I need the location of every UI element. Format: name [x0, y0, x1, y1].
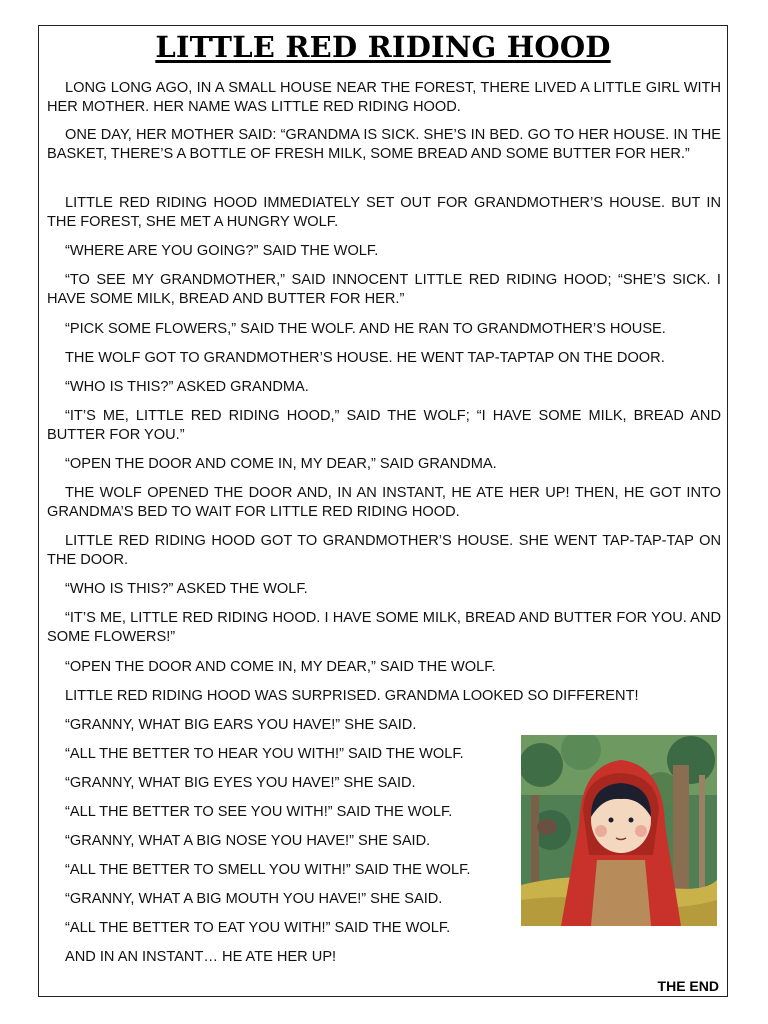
page-title: LITTLE RED RIDING HOOD: [155, 30, 611, 64]
paragraph: “PICK SOME FLOWERS,” SAID THE WOLF. AND HE RAN TO GRANDMOTHER’S HOUSE.: [65, 321, 666, 337]
paragraph: “ALL THE BETTER TO EAT YOU WITH!” SAID THE WOLF.: [65, 920, 451, 936]
paragraph: “GRANNY, WHAT A BIG MOUTH YOU HAVE!” SHE SAID.: [65, 891, 443, 907]
worksheet-frame: [38, 25, 728, 997]
paragraph: “GRANNY, WHAT BIG EYES YOU HAVE!” SHE SAID.: [65, 775, 416, 791]
paragraph: “IT’S ME, LITTLE RED RIDING HOOD. I HAVE SOME MILK, BREAD AND BUTTER FOR YOU. AND SOME FLOWERS!”: [47, 610, 721, 645]
paragraph: THE WOLF OPENED THE DOOR AND, IN AN INSTANT, HE ATE HER UP! THEN, HE GOT INTO GRANDMA’S BED TO WAIT FOR LITTLE RED RIDING HOOD.: [47, 485, 721, 520]
little-red-riding-hood-illustration: [521, 735, 717, 926]
paragraph: “OPEN THE DOOR AND COME IN, MY DEAR,” SAID GRANDMA.: [65, 456, 497, 472]
paragraph: LITTLE RED RIDING HOOD GOT TO GRANDMOTHER’S HOUSE. SHE WENT TAP-TAP-TAP ON THE DOOR.: [47, 533, 721, 568]
paragraph: LONG LONG AGO, IN A SMALL HOUSE NEAR THE FOREST, THERE LIVED A LITTLE GIRL WITH HER MOTHER. HER NAME WAS LITTLE RED RIDING HOOD.: [47, 80, 721, 115]
paragraph: “ALL THE BETTER TO SMELL YOU WITH!” SAID THE WOLF.: [65, 862, 471, 878]
paragraph: “OPEN THE DOOR AND COME IN, MY DEAR,” SAID THE WOLF.: [65, 659, 496, 675]
paragraph: AND IN AN INSTANT… HE ATE HER UP!: [65, 949, 337, 965]
paragraph: “WHO IS THIS?” ASKED THE WOLF.: [65, 581, 308, 597]
paragraph: “GRANNY, WHAT A BIG NOSE YOU HAVE!” SHE SAID.: [65, 833, 431, 849]
paragraph: LITTLE RED RIDING HOOD WAS SURPRISED. GRANDMA LOOKED SO DIFFERENT!: [65, 688, 639, 704]
the-end-label: THE END: [657, 978, 719, 994]
paragraph: “ALL THE BETTER TO SEE YOU WITH!” SAID THE WOLF.: [65, 804, 453, 820]
paragraph: “IT’S ME, LITTLE RED RIDING HOOD,” SAID THE WOLF; “I HAVE SOME MILK, BREAD AND BUTTER FOR YOU.”: [47, 408, 721, 443]
paragraph: “TO SEE MY GRANDMOTHER,” SAID INNOCENT LITTLE RED RIDING HOOD; “SHE’S SICK. I HAVE SOME MILK, BREAD AND BUTTER FOR HER.”: [47, 272, 721, 307]
paragraph: “WHO IS THIS?” ASKED GRANDMA.: [65, 379, 309, 395]
paragraph: “WHERE ARE YOU GOING?” SAID THE WOLF.: [65, 243, 379, 259]
paragraph: ONE DAY, HER MOTHER SAID: “GRANDMA IS SICK. SHE’S IN BED. GO TO HER HOUSE. IN THE BASKET, THERE’S A BOTTLE OF FRESH MILK, SOME BREAD AND SOME BUTTER FOR HER.”: [47, 127, 721, 162]
paragraph: LITTLE RED RIDING HOOD IMMEDIATELY SET OUT FOR GRANDMOTHER’S HOUSE. BUT IN THE FOREST, SHE MET A HUNGRY WOLF.: [47, 195, 721, 230]
paragraph: “ALL THE BETTER TO HEAR YOU WITH!” SAID THE WOLF.: [65, 746, 464, 762]
paragraph: “GRANNY, WHAT BIG EARS YOU HAVE!” SHE SAID.: [65, 717, 417, 733]
paragraph: THE WOLF GOT TO GRANDMOTHER’S HOUSE. HE WENT TAP-TAPTAP ON THE DOOR.: [65, 350, 665, 366]
